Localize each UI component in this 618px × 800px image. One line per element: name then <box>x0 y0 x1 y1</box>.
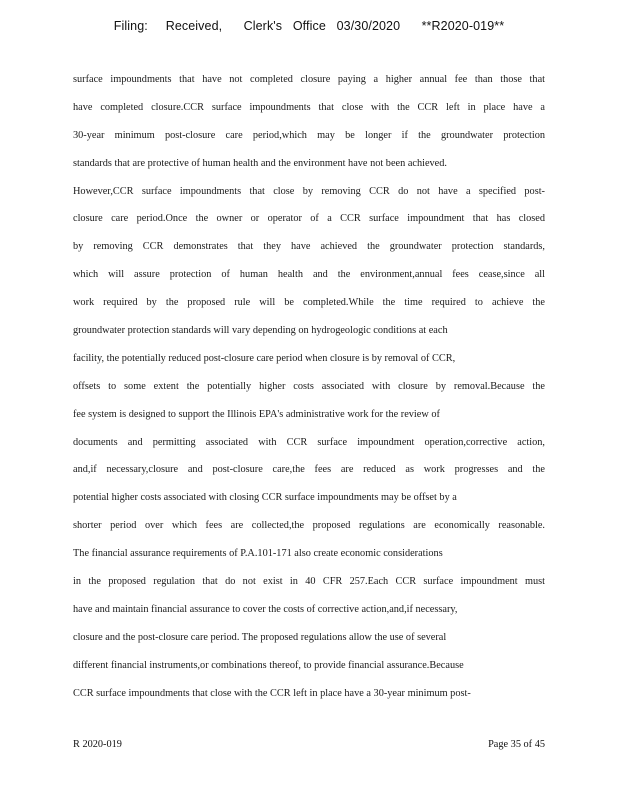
text-line: closure and the post-closure care period. The proposed regulations allow the use of several <box>73 631 447 643</box>
text-line: different financial instruments,or combinations thereof, to provide financial assurance.Because <box>73 659 464 671</box>
page-footer <box>73 739 545 750</box>
text-line: which will assure protection of human health and the environment,annual fees cease,since all <box>73 269 545 281</box>
text-line: in the proposed regulation that do not exist in 40 CFR 257.Each CCR surface impoundment must <box>73 576 545 588</box>
text-line: potential higher costs associated with closing CCR surface impoundments may be offset by a <box>73 492 457 504</box>
text-line: groundwater protection standards will vary depending on hydrogeologic conditions at each <box>73 325 448 337</box>
text-line: 30-year minimum post-closure care period,which may be longer if the groundwater protection <box>73 129 545 141</box>
text-line: The financial assurance requirements of P.A.101-171 also create economic considerations <box>73 548 443 560</box>
text-line: fee system is designed to support the Illinois EPA's administrative work for the review of <box>73 408 440 420</box>
text-line: standards that are protective of human health and the environment have not been achieved. <box>73 157 447 169</box>
text-line: shorter period over which fees are collected,the proposed regulations are economically reasonable. <box>73 520 545 532</box>
page-number: Page 35 of 45 <box>488 739 545 750</box>
text-line: documents and permitting associated with CCR surface impoundment operation,corrective action, <box>73 436 545 448</box>
text-line: have and maintain financial assurance to cover the costs of corrective action,and,if necessary, <box>73 603 458 615</box>
text-line: and,if necessary,closure and post-closure care,the fees are reduced as work progresses and the <box>73 464 545 476</box>
text-line: CCR surface impoundments that close with the CCR left in place have a 30-year minimum post- <box>73 687 471 699</box>
text-line: surface impoundments that have not completed closure paying a higher annual fee than those that <box>73 74 545 85</box>
filing-header: Filing: Received, Clerk's Office 03/30/2020 **R2020-019** <box>113 19 505 33</box>
docket-number: R 2020-019 <box>73 739 122 750</box>
body-text <box>73 66 545 707</box>
text-line: closure care period.Once the owner or operator of a CCR surface impoundment that has closed <box>73 213 545 225</box>
text-line: However,CCR surface impoundments that close by removing CCR do not have a specified post- <box>73 185 545 197</box>
text-line: facility, the potentially reduced post-closure care period when closure is by removal of CCR, <box>73 352 456 364</box>
text-line: by removing CCR demonstrates that they have achieved the groundwater protection standards, <box>73 241 545 253</box>
text-line: work required by the proposed rule will be completed.While the time required to achieve the <box>73 297 545 309</box>
text-line: have completed closure.CCR surface impoundments that close with the CCR left in place have a <box>73 101 545 113</box>
text-line: offsets to some extent the potentially higher costs associated with closure by removal.Because the <box>73 380 545 392</box>
